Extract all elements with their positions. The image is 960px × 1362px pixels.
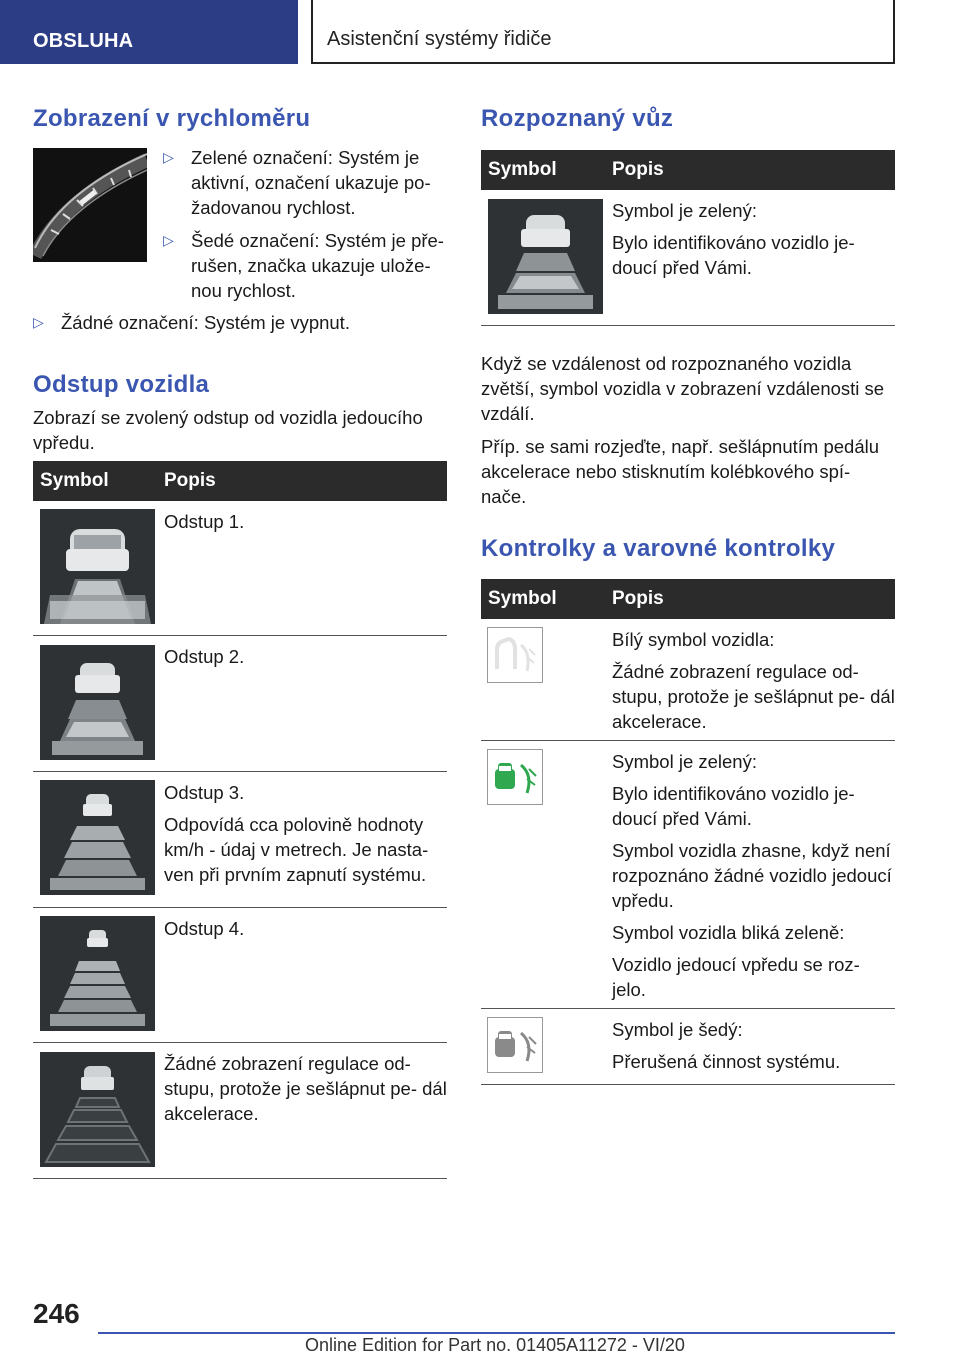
desc-line: Žádné zobrazení regulace od- stupu, protože je sešlápnut pe- dál akcelerace. bbox=[164, 1053, 447, 1124]
detected-paragraph-1 bbox=[481, 351, 895, 426]
white-car-icon bbox=[487, 627, 543, 683]
desc-line: Odstup 1. bbox=[164, 511, 245, 532]
desc-line: Symbol je zelený: bbox=[612, 751, 757, 772]
desc-line: Odstup 3. bbox=[164, 782, 245, 803]
bullet-line: Šedé označení: Systém je pře- bbox=[191, 230, 444, 251]
table-row bbox=[33, 501, 447, 636]
row-description bbox=[612, 1017, 897, 1074]
section-tab bbox=[0, 0, 298, 64]
table-row bbox=[481, 619, 895, 741]
para-line: zvětší, symbol vozidla v zobrazení vzdálenosti se bbox=[481, 378, 885, 399]
table-row bbox=[481, 190, 895, 326]
desc-line: Odpovídá cca polovině hodnoty km/h - údaj v metrech. Je nasta- ven při prvním zapnutí systému. bbox=[164, 814, 429, 885]
desc-line: Žádné zobrazení regulace od- stupu, protože je sešlápnut pe- dál akcelerace. bbox=[612, 661, 895, 732]
detected-heading: Rozpoznaný vůz bbox=[481, 105, 674, 132]
bullet-line: aktivní, označení ukazuje po- bbox=[191, 172, 431, 193]
grey-car-icon bbox=[487, 1017, 543, 1073]
bullet-text: Žádné označení: Systém je vypnut. bbox=[61, 312, 350, 333]
desc-line: Bílý symbol vozidla: bbox=[612, 629, 775, 650]
row-description bbox=[612, 627, 897, 734]
table-row bbox=[33, 772, 447, 908]
row-description bbox=[164, 916, 449, 941]
distance-table-header bbox=[33, 461, 447, 501]
para-line: akcelerace nebo stisknutím kolébkového spí- bbox=[481, 461, 851, 482]
para-line: nače. bbox=[481, 486, 527, 507]
section-title: OBSLUHA bbox=[33, 30, 134, 52]
distance-heading: Odstup vozidla bbox=[33, 371, 210, 398]
para-line: Když se vzdálenost od rozpoznaného vozidla bbox=[481, 353, 852, 374]
desc-line: Odstup 2. bbox=[164, 646, 245, 667]
speedometer-image bbox=[33, 148, 147, 262]
row-description bbox=[164, 780, 449, 887]
desc-line: Symbol vozidla bliká zeleně: bbox=[612, 922, 845, 943]
edition-note: Online Edition for Part no. 01405A11272 - VI/20 bbox=[305, 1335, 685, 1355]
bullet-line: Zelené označení: Systém je bbox=[191, 147, 420, 168]
intro-line: vpředu. bbox=[33, 432, 95, 453]
detected-paragraph-2 bbox=[481, 434, 895, 509]
distance-3-icon bbox=[40, 780, 155, 895]
table-row bbox=[33, 1043, 447, 1179]
distance-4-icon bbox=[40, 916, 155, 1031]
distance-none-icon bbox=[40, 1052, 155, 1167]
table-row bbox=[481, 1009, 895, 1085]
lights-heading: Kontrolky a varovné kontrolky bbox=[481, 535, 836, 562]
col-symbol: Symbol bbox=[488, 159, 557, 180]
desc-line: Bylo identifikováno vozidlo je- doucí před Vámi. bbox=[612, 783, 855, 829]
triangle-bullet-icon: ▷ bbox=[163, 149, 174, 165]
bullet-line: nou rychlost. bbox=[191, 280, 296, 301]
green-car-icon bbox=[487, 749, 543, 805]
col-symbol: Symbol bbox=[488, 588, 557, 609]
col-desc: Popis bbox=[164, 470, 216, 491]
para-line: vzdálí. bbox=[481, 403, 535, 424]
distance-2-icon bbox=[40, 645, 155, 760]
desc-line: Symbol vozidla zhasne, když není rozpoznáno žádné vozidlo jedoucí vpředu. bbox=[612, 840, 892, 911]
desc-line: Odstup 4. bbox=[164, 918, 245, 939]
col-desc: Popis bbox=[612, 588, 664, 609]
desc-line: Bylo identifikováno vozidlo je- doucí před Vámi. bbox=[612, 232, 855, 278]
table-row bbox=[33, 636, 447, 772]
footer-rule bbox=[98, 1332, 895, 1334]
desc-line: Přerušená činnost systému. bbox=[612, 1051, 841, 1072]
lights-table-header bbox=[481, 579, 895, 619]
table-row bbox=[481, 741, 895, 1009]
triangle-bullet-icon: ▷ bbox=[33, 314, 44, 330]
row-description bbox=[612, 749, 897, 1002]
intro-line: Zobrazí se zvolený odstup od vozidla jedoucího bbox=[33, 407, 423, 428]
table-row bbox=[33, 908, 447, 1043]
row-description bbox=[164, 1051, 449, 1126]
row-description bbox=[164, 644, 449, 669]
row-description bbox=[612, 198, 897, 280]
detected-car-icon bbox=[488, 199, 603, 314]
chapter-tab bbox=[311, 0, 895, 64]
col-symbol: Symbol bbox=[40, 470, 109, 491]
bullet-line: žadovanou rychlost. bbox=[191, 197, 356, 218]
desc-line: Symbol je zelený: bbox=[612, 200, 757, 221]
row-description bbox=[164, 509, 449, 534]
distance-intro bbox=[33, 405, 447, 455]
para-line: Příp. se sami rozjeďte, např. sešlápnutím pedálu bbox=[481, 436, 880, 457]
distance-1-icon bbox=[40, 509, 155, 624]
desc-line: Symbol je šedý: bbox=[612, 1019, 743, 1040]
chapter-title: Asistenční systémy řidiče bbox=[327, 28, 552, 50]
detected-table-header bbox=[481, 150, 895, 190]
col-desc: Popis bbox=[612, 159, 664, 180]
page-number: 246 bbox=[33, 1298, 80, 1329]
triangle-bullet-icon: ▷ bbox=[163, 232, 174, 248]
speed-heading: Zobrazení v rychloměru bbox=[33, 105, 311, 132]
desc-line: Vozidlo jedoucí vpředu se roz- jelo. bbox=[612, 954, 860, 1000]
bullet-line: rušen, značka ukazuje ulože- bbox=[191, 255, 431, 276]
